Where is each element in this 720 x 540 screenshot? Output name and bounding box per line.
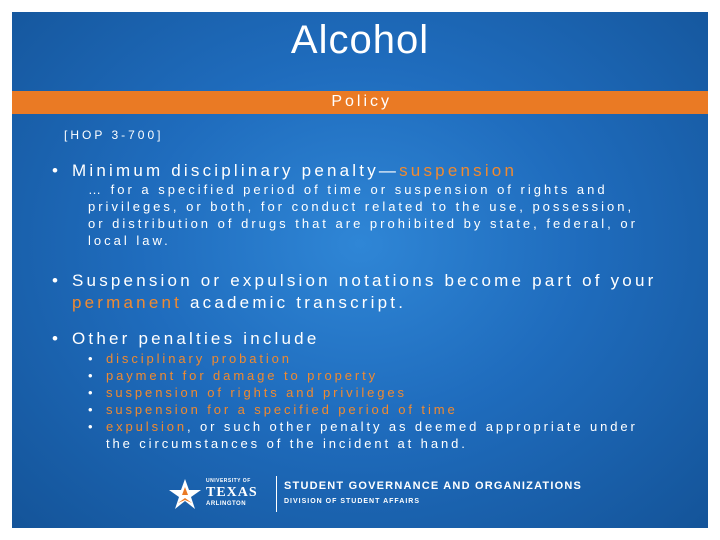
university-of-label: UNIVERSITY OF (206, 478, 251, 484)
star-icon (168, 478, 202, 510)
list-item-text: disciplinary probation (106, 351, 292, 366)
footer-divider (276, 476, 277, 512)
arlington-label: ARLINGTON (206, 501, 247, 507)
bullet-dot: • (52, 329, 62, 348)
list-item-text: expulsion (106, 419, 188, 434)
penalty-detail-line: local law. (88, 233, 171, 248)
list-item-rest: , or such other penalty as deemed appropriate under (187, 419, 638, 434)
bullet-minimum-penalty-text: Minimum disciplinary penalty— (72, 161, 400, 180)
bullet-dot: • (52, 161, 62, 180)
list-item-text: suspension of rights and privileges (106, 385, 407, 400)
list-item-text: payment for damage to property (106, 368, 378, 383)
policy-banner (12, 91, 708, 114)
bullet-transcript-line1: Suspension or expulsion notations become part of your (72, 271, 657, 290)
texas-wordmark: TEXAS (206, 485, 258, 500)
bullet-dot: • (52, 271, 62, 290)
policy-reference: [HOP 3-700] (64, 128, 164, 142)
division-name: DIVISION OF STUDENT AFFAIRS (284, 498, 421, 505)
policy-banner-label: Policy (331, 93, 392, 110)
slide: Alcohol Policy [HOP 3-700] • Minimum disciplinary penalty—suspension … for a specified period of time or suspension of rights and privileges, or both, for conduct related to the use, possession, or distribution of drugs that are prohibited by state, federal, or local law. • Suspension or expulsion notations become part of your permanent academic transcript. • Other penalties include • disciplinary probation • payment for damage to property • suspension of rights and privileges • suspension for a specified period of time • expulsion, or such other penalty as deemed appropriate under the circumstances of the incident at hand. UNIVERSITY OF TEXAS ARLINGTON STUDENT GOVERNANCE AND ORGANIZATIONS DIVISION OF STUDENT AFFAIRS (12, 12, 708, 528)
footer-logo (168, 474, 583, 514)
bullet-other-penalties-label: Other penalties include (72, 329, 320, 348)
list-item-text: suspension for a specified period of time (106, 402, 458, 417)
penalty-detail-line: privileges, or both, for conduct related to the use, possession, (88, 199, 635, 214)
slide-title: Alcohol (290, 18, 430, 62)
penalty-detail-line: … for a specified period of time or suspension of rights and (88, 182, 608, 197)
org-name: STUDENT GOVERNANCE AND ORGANIZATIONS (284, 480, 583, 492)
penalty-detail (88, 181, 638, 249)
bullet-transcript-highlight: permanent (72, 293, 183, 312)
penalty-detail-line: or distribution of drugs that are prohibited by state, federal, or (88, 216, 638, 231)
list-item-continuation-text: the circumstances of the incident at hand. (106, 436, 468, 451)
bullet-minimum-penalty-highlight: suspension (399, 161, 518, 180)
bullet-transcript-rest: academic transcript. (182, 293, 407, 312)
